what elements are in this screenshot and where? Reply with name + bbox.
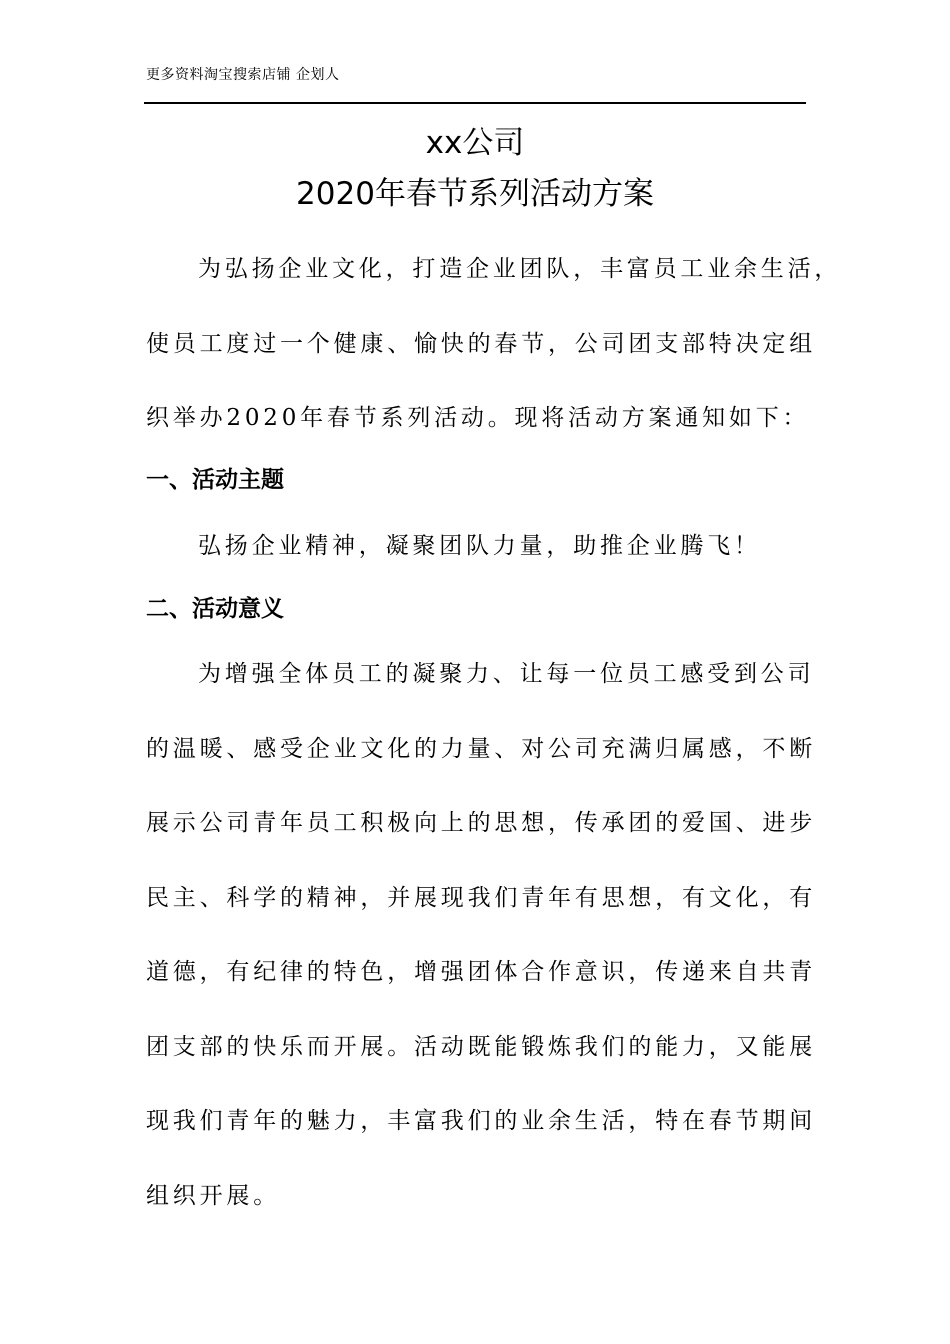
intro-line: 织举办2020年春节系列活动。现将活动方案通知如下： [146, 405, 810, 431]
significance-line: 展示公司青年员工积极向上的思想，传承团的爱国、进步 [146, 810, 816, 836]
significance-line: 民主、科学的精神，并展现我们青年有思想，有文化，有 [146, 884, 816, 911]
significance-paragraph [146, 637, 816, 1233]
theme-paragraph [146, 509, 808, 584]
document-title-main: 2020年春节系列活动方案 [296, 176, 654, 212]
intro-paragraph [146, 232, 842, 456]
header-divider [144, 102, 806, 104]
significance-line: 现我们青年的魅力，丰富我们的业余生活，特在春节期间 [146, 1108, 816, 1134]
significance-line: 的温暖、感受企业文化的力量、对公司充满归属感，不断 [146, 735, 816, 762]
theme-line: 弘扬企业精神，凝聚团队力量，助推企业腾飞！ [198, 533, 761, 559]
page-header-text: 更多资料淘宝搜索店铺 企划人 [146, 67, 340, 83]
document-title-company: xx公司 [425, 125, 525, 161]
intro-line: 为弘扬企业文化，打造企业团队，丰富员工业余生活， [198, 256, 842, 282]
significance-line: 道德，有纪律的特色，增强团体合作意识，传递来自共青 [146, 959, 816, 985]
intro-line: 使员工度过一个健康、愉快的春节，公司团支部特决定组 [146, 330, 816, 357]
significance-line: 组织开展。 [146, 1182, 280, 1209]
section-heading-theme: 一、活动主题 [146, 467, 284, 493]
significance-line: 为增强全体员工的凝聚力、让每一位员工感受到公司 [198, 661, 815, 687]
section-heading-significance: 二、活动意义 [146, 596, 284, 622]
significance-line: 团支部的快乐而开展。活动既能锻炼我们的能力，又能展 [146, 1033, 816, 1060]
